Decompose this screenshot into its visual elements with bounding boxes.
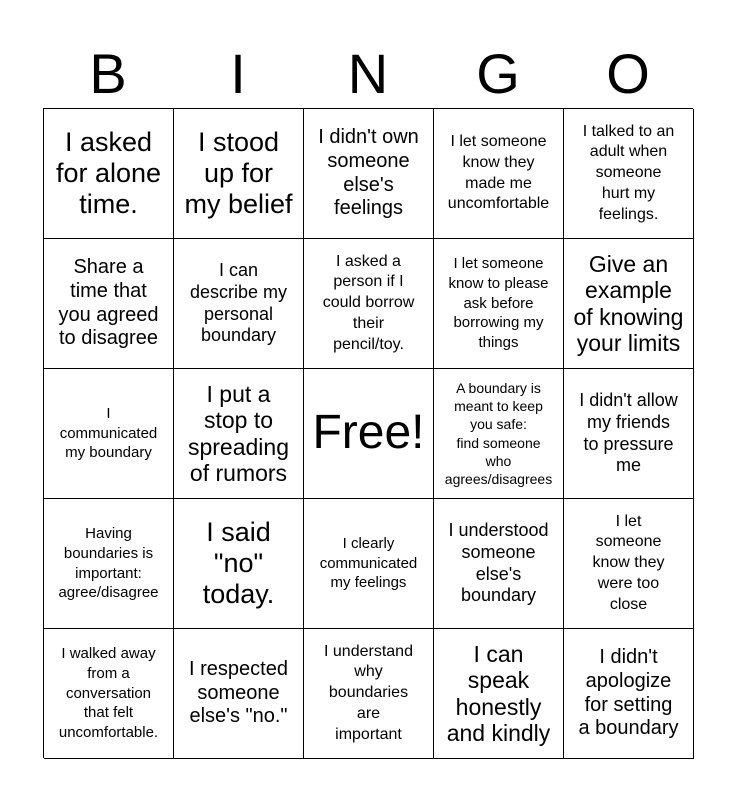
bingo-cell-1-4[interactable]: I let someone know they made me uncomfortable (434, 109, 564, 239)
bingo-cell-5-5[interactable]: I didn't apologize for setting a boundary (564, 629, 694, 759)
bingo-cell-5-4[interactable]: I can speak honestly and kindly (434, 629, 564, 759)
header-letter-g: G (476, 42, 520, 105)
bingo-cell-2-3[interactable]: I asked a person if I could borrow their pencil/toy. (304, 239, 434, 369)
bingo-cell-2-2[interactable]: I can describe my personal boundary (174, 239, 304, 369)
bingo-cell-2-4[interactable]: I let someone know to please ask before borrowing my things (434, 239, 564, 369)
bingo-cell-2-1[interactable]: Share a time that you agreed to disagree (44, 239, 174, 369)
bingo-cell-4-2[interactable]: I said "no" today. (174, 499, 304, 629)
bingo-cell-1-1[interactable]: I asked for alone time. (44, 109, 174, 239)
bingo-cell-4-3[interactable]: I clearly communicated my feelings (304, 499, 434, 629)
bingo-cell-3-2[interactable]: I put a stop to spreading of rumors (174, 369, 304, 499)
bingo-cell-5-1[interactable]: I walked away from a conversation that felt uncomfortable. (44, 629, 174, 759)
bingo-cell-1-2[interactable]: I stood up for my belief (174, 109, 304, 239)
bingo-cell-3-4[interactable]: A boundary is meant to keep you safe: find someone who agrees/disagrees (434, 369, 564, 499)
header-letter-n: N (347, 42, 389, 105)
bingo-grid (43, 108, 693, 758)
bingo-cell-3-5[interactable]: I didn't allow my friends to pressure me (564, 369, 694, 499)
bingo-cell-4-1[interactable]: Having boundaries is important: agree/disagree (44, 499, 174, 629)
bingo-cell-4-5[interactable]: I let someone know they were too close (564, 499, 694, 629)
bingo-header (43, 40, 693, 108)
bingo-cell-2-5[interactable]: Give an example of knowing your limits (564, 239, 694, 369)
bingo-cell-3-1[interactable]: I communicated my boundary (44, 369, 174, 499)
header-letter-i: I (230, 42, 246, 105)
bingo-cell-free[interactable]: Free! (304, 369, 434, 499)
header-letter-b: B (89, 42, 127, 105)
bingo-cell-4-4[interactable]: I understood someone else's boundary (434, 499, 564, 629)
bingo-cell-5-2[interactable]: I respected someone else's "no." (174, 629, 304, 759)
header-letter-o: O (606, 42, 650, 105)
bingo-cell-1-5[interactable]: I talked to an adult when someone hurt my feelings. (564, 109, 694, 239)
bingo-cell-5-3[interactable]: I understand why boundaries are important (304, 629, 434, 759)
bingo-cell-1-3[interactable]: I didn't own someone else's feelings (304, 109, 434, 239)
